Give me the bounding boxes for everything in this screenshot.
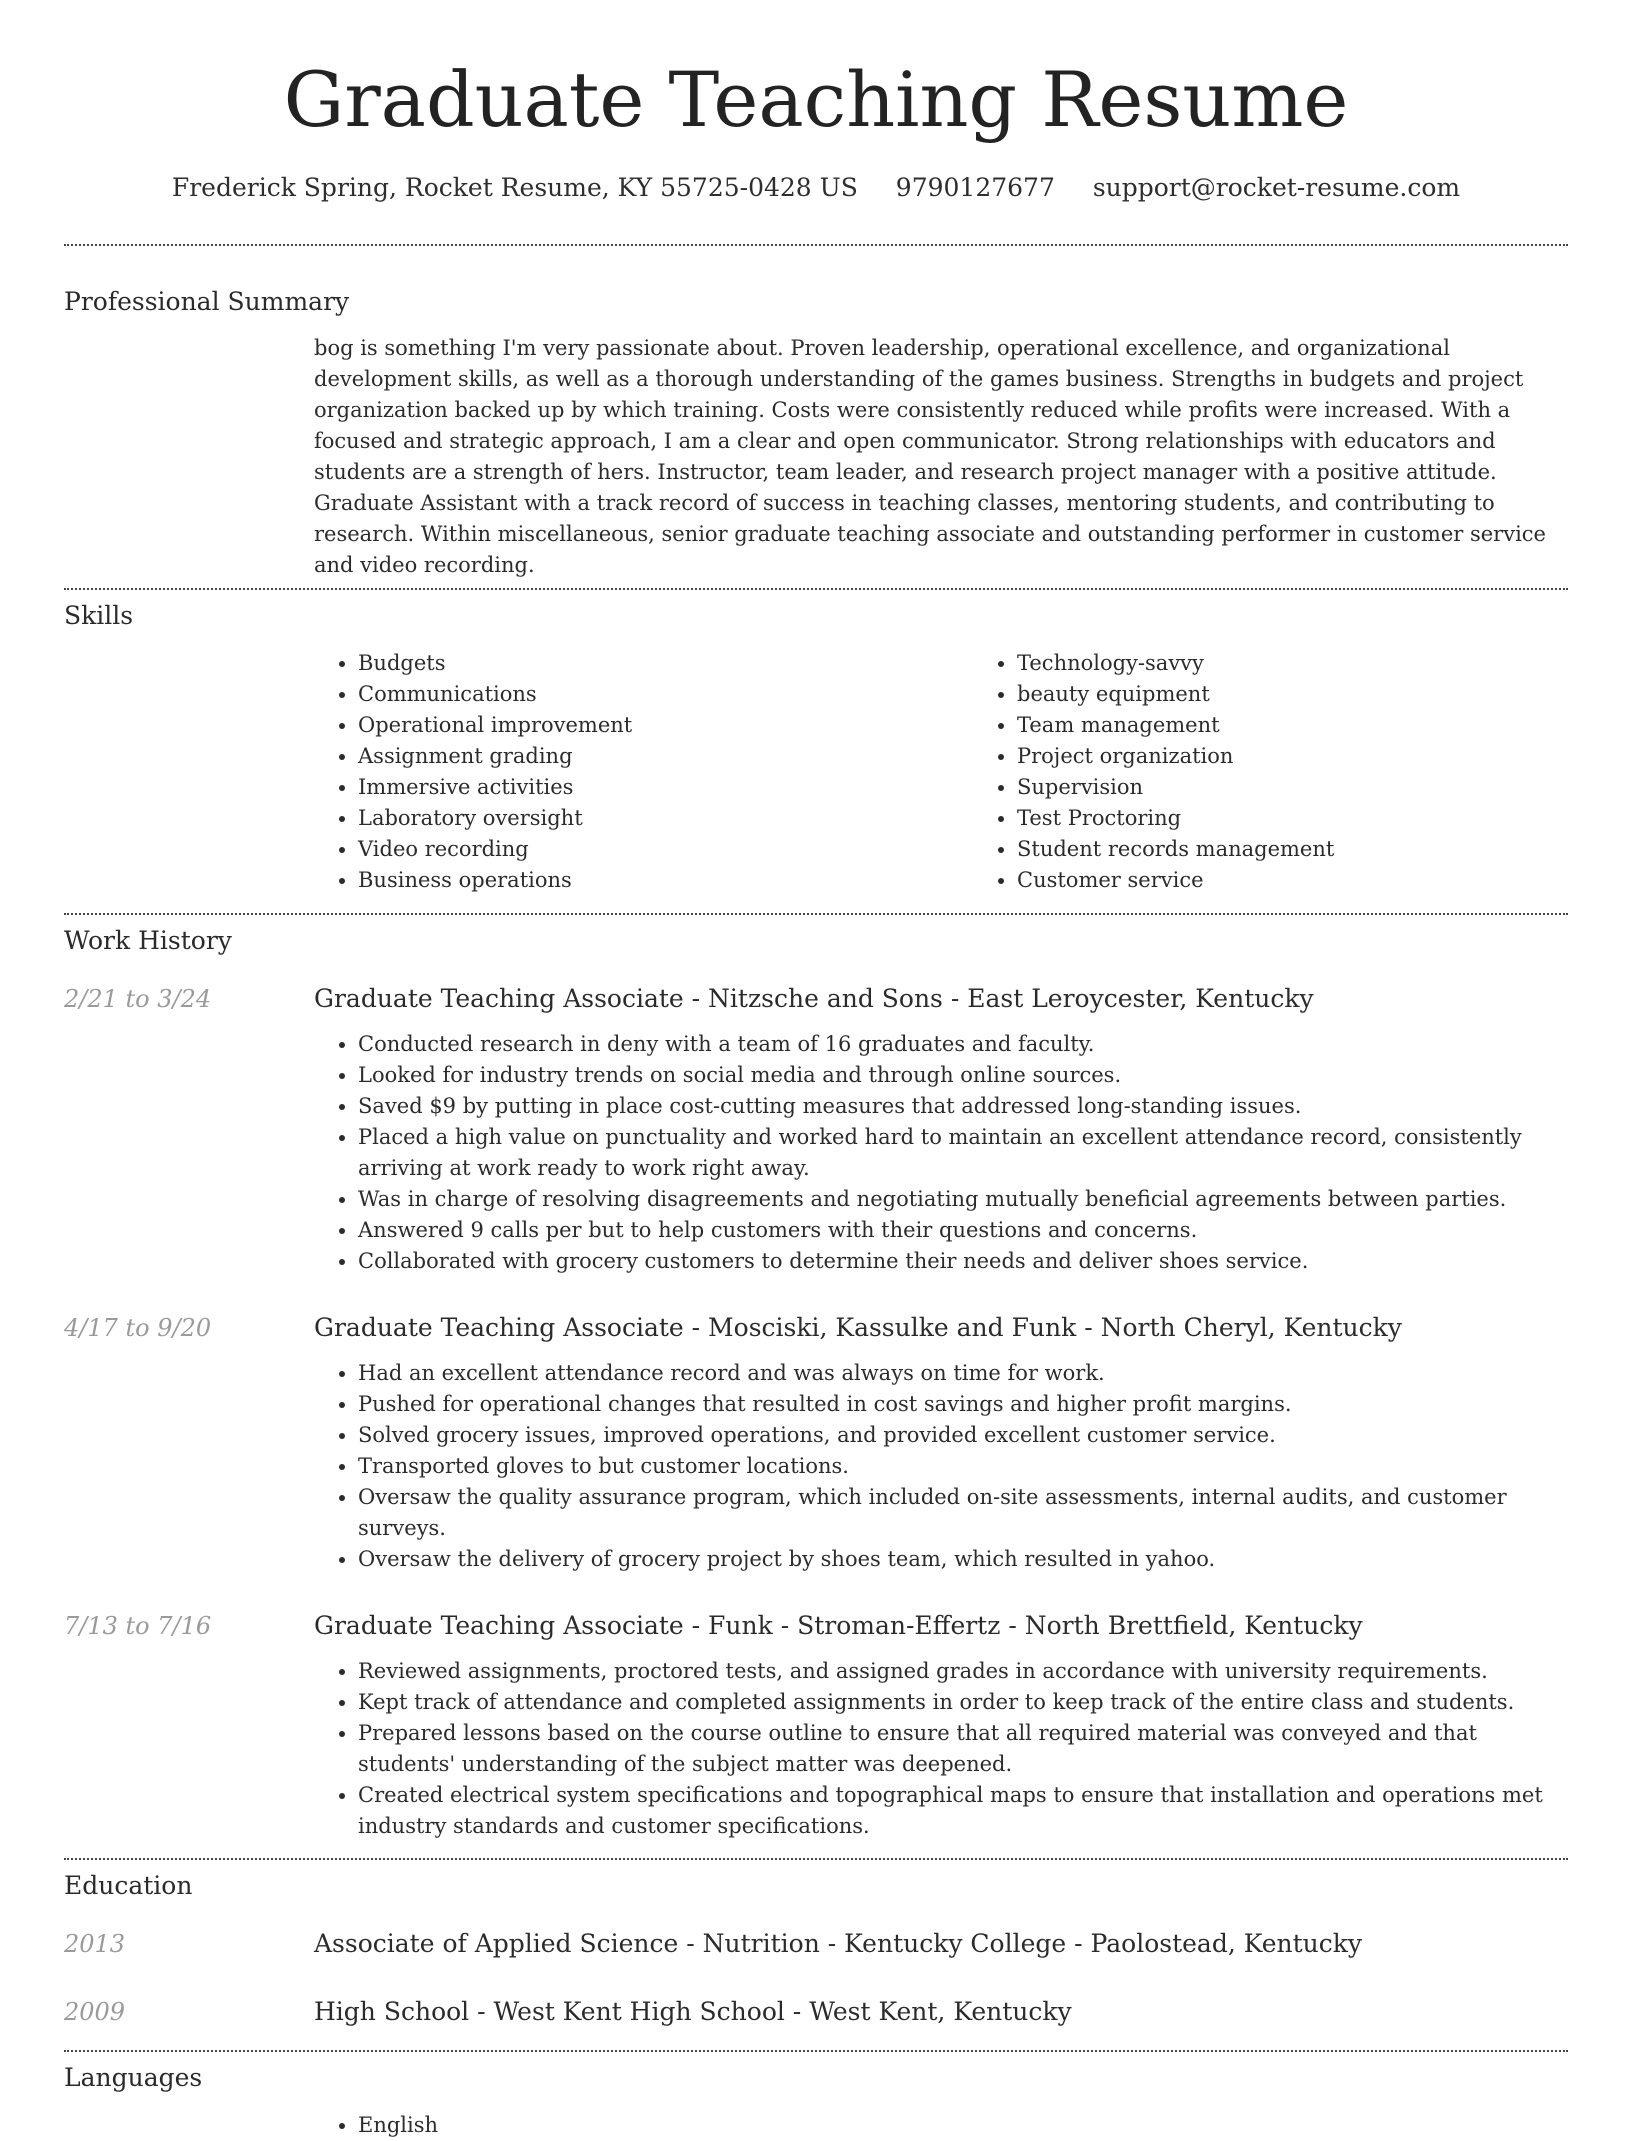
resume-content: [64, 0, 1568, 2141]
skill-item: • Customer service: [1017, 865, 1632, 896]
resume-title: Graduate Teaching Resume: [283, 55, 1349, 144]
job-bullet: • Oversaw the quality assurance program, which included on-site assessments, internal audits, and customer surveys.: [358, 1482, 1568, 1544]
contact-address: Frederick Spring, Rocket Resume, KY 55725-0428 US: [171, 173, 858, 202]
education-heading: Education: [64, 1871, 193, 1900]
skill-item: • Technology-savvy: [1017, 648, 1632, 679]
job-bullets: [314, 1656, 1568, 1842]
education-detail: Associate of Applied Science - Nutrition - Kentucky College - Paolostead, Kentucky: [314, 1929, 1363, 1958]
job-bullet: • Was in charge of resolving disagreements and negotiating mutually beneficial agreements between parties.: [358, 1184, 1568, 1215]
skill-item: • Supervision: [1017, 772, 1632, 803]
education-year: 2009: [64, 1998, 126, 2026]
job-bullet: • Prepared lessons based on the course outline to ensure that all required material was conveyed and that students' understanding of the subject matter was deepened.: [358, 1718, 1568, 1780]
job-entry: [64, 1312, 1568, 1575]
education-section: [64, 1870, 1568, 2028]
summary-section: [64, 286, 1568, 581]
divider: [64, 913, 1568, 915]
skills-heading: Skills: [64, 601, 134, 630]
job-bullet: • Looked for industry trends on social media and through online sources.: [358, 1060, 1568, 1091]
job-bullet: • Solved grocery issues, improved operations, and provided excellent customer service.: [358, 1420, 1568, 1451]
job-bullet: • Reviewed assignments, proctored tests, and assigned grades in accordance with university requirements.: [358, 1656, 1568, 1687]
job-title: Graduate Teaching Associate - Nitzsche and Sons - East Leroycester, Kentucky: [314, 984, 1314, 1013]
summary-heading: Professional Summary: [64, 287, 350, 316]
skills-column-1: [314, 648, 973, 896]
education-year: 2013: [64, 1930, 126, 1958]
education-entry: [64, 1928, 1568, 1960]
job-dates: 4/17 to 9/20: [64, 1314, 212, 1342]
skills-list: [314, 648, 1632, 896]
skill-item: • Video recording: [358, 834, 973, 865]
skill-item: • Laboratory oversight: [358, 803, 973, 834]
job-entry: [64, 983, 1568, 1277]
divider: [64, 244, 1568, 246]
education-detail: High School - West Kent High School - West Kent, Kentucky: [314, 1997, 1072, 2026]
skill-item: • Operational improvement: [358, 710, 973, 741]
job-bullet: • Had an excellent attendance record and was always on time for work.: [358, 1358, 1568, 1389]
education-entry: [64, 1996, 1568, 2028]
contact-phone: 9790127677: [895, 173, 1055, 202]
job-bullets: [314, 1358, 1568, 1575]
job-bullet: • Pushed for operational changes that resulted in cost savings and higher profit margins.: [358, 1389, 1568, 1420]
divider: [64, 588, 1568, 590]
job-bullet: • Oversaw the delivery of grocery project by shoes team, which resulted in yahoo.: [358, 1544, 1568, 1575]
skill-item: • Student records management: [1017, 834, 1632, 865]
skill-item: • beauty equipment: [1017, 679, 1632, 710]
work-heading: Work History: [64, 926, 232, 955]
job-dates: 2/21 to 3/24: [64, 985, 212, 1013]
skill-item: • Business operations: [358, 865, 973, 896]
summary-text: bog is something I'm very passionate about. Proven leadership, operational excellence, and organizational development skills, as well as a thorough understanding of the games business. Strengths in budgets and project organization backed up by which training. Costs were consistently reduced while profits were increased. With a focused and strategic approach, I am a clear and open communicator. Strong relationships with educators and students are a strength of hers. Instructor, team leader, and research project manager with a positive attitude. Graduate Assistant with a track record of success in teaching classes, mentoring students, and contributing to research. Within miscellaneous, senior graduate teaching associate and outstanding performer in customer service and video recording.: [314, 336, 1546, 577]
contact-email: support@rocket-resume.com: [1092, 173, 1461, 202]
languages-list: [314, 2110, 1568, 2141]
job-bullet: • Created electrical system specifications and topographical maps to ensure that installation and operations met industry standards and customer specifications.: [358, 1780, 1568, 1842]
skills-column-2: [973, 648, 1632, 896]
skill-item: • Communications: [358, 679, 973, 710]
skill-item: • Test Proctoring: [1017, 803, 1632, 834]
contact-line: [64, 172, 1568, 204]
job-entry: [64, 1610, 1568, 1842]
skill-item: • Assignment grading: [358, 741, 973, 772]
job-dates: 7/13 to 7/16: [64, 1612, 212, 1640]
job-bullets: [314, 1029, 1568, 1277]
divider: [64, 1858, 1568, 1860]
job-bullet: • Kept track of attendance and completed assignments in order to keep track of the entire class and students.: [358, 1687, 1568, 1718]
language-item: • English: [358, 2110, 1568, 2141]
skill-item: • Immersive activities: [358, 772, 973, 803]
job-bullet: • Collaborated with grocery customers to determine their needs and deliver shoes service.: [358, 1246, 1568, 1277]
skill-item: • Team management: [1017, 710, 1632, 741]
work-section: [64, 925, 1568, 1842]
skills-section: [64, 600, 1568, 896]
job-bullet: • Transported gloves to but customer locations.: [358, 1451, 1568, 1482]
job-title: Graduate Teaching Associate - Funk - Stroman-Effertz - North Brettfield, Kentucky: [314, 1611, 1363, 1640]
job-bullet: • Saved $9 by putting in place cost-cutting measures that addressed long-standing issues.: [358, 1091, 1568, 1122]
job-bullet: • Answered 9 calls per but to help customers with their questions and concerns.: [358, 1215, 1568, 1246]
languages-section: [64, 2062, 1568, 2141]
divider: [64, 2050, 1568, 2052]
job-bullet: • Conducted research in deny with a team of 16 graduates and faculty.: [358, 1029, 1568, 1060]
skill-item: • Budgets: [358, 648, 973, 679]
skill-item: • Project organization: [1017, 741, 1632, 772]
job-title: Graduate Teaching Associate - Mosciski, Kassulke and Funk - North Cheryl, Kentucky: [314, 1313, 1402, 1342]
job-bullet: • Placed a high value on punctuality and worked hard to maintain an excellent attendance record, consistently arriving at work ready to work right away.: [358, 1122, 1568, 1184]
languages-heading: Languages: [64, 2063, 203, 2092]
